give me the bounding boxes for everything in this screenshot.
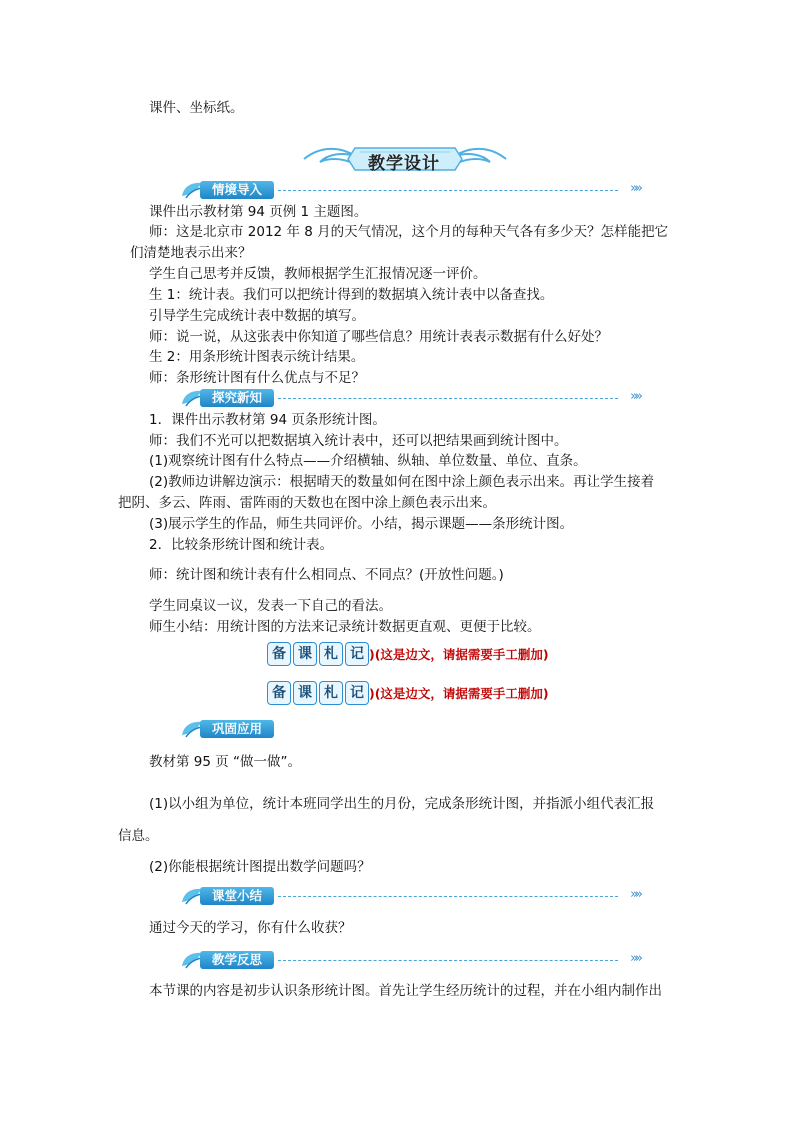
lesson-notes-label — [267, 681, 549, 707]
materials-line: 课件、坐标纸。 — [149, 100, 244, 116]
chevron-right-icon: »» — [630, 951, 640, 966]
notes-char: 记 — [345, 642, 369, 666]
section-title: 探究新知 — [200, 389, 274, 407]
text-line: (2)你能根据统计图提出数学问题吗？ — [149, 859, 371, 875]
section-header-reflection — [180, 950, 640, 970]
divider — [278, 190, 618, 191]
chevron-right-icon: »» — [630, 181, 640, 196]
text-line: 学生自己思考并反馈，教师根据学生汇报情况逐一评价。 — [149, 266, 487, 282]
notes-char: 记 — [345, 681, 369, 705]
section-title: 教学反思 — [200, 951, 274, 969]
section-title: 情境导入 — [200, 181, 274, 199]
divider — [278, 398, 618, 399]
teaching-design-banner — [300, 142, 510, 176]
text-line: 本节课的内容是初步认识条形统计图。首先让学生经历统计的过程，并在小组内制作出 — [149, 983, 662, 999]
lesson-notes-label — [267, 642, 549, 668]
text-line: 教材第 95 页 “做一做”。 — [149, 754, 302, 770]
text-line: 生 1：统计表。我们可以把统计得到的数据填入统计表中以备查找。 — [149, 287, 554, 303]
text-line: 信息。 — [118, 828, 159, 844]
section-title: 课堂小结 — [200, 887, 274, 905]
text-line: 师：条形统计图有什么优点与不足？ — [149, 370, 365, 386]
notes-char: 课 — [293, 681, 317, 705]
margin-note: )(这是边文，请据需要手工删加) — [369, 686, 549, 701]
text-line: 师：这是北京市 2012 年 8 月的天气情况，这个月的每种天气各有多少天？怎样能把它 — [149, 224, 669, 240]
section-header-explore — [180, 388, 640, 408]
section-header-situation — [180, 180, 640, 200]
text-line: 学生同桌议一议，发表一下自己的看法。 — [149, 598, 392, 614]
section-header-practice — [180, 719, 640, 739]
section-header-summary — [180, 886, 640, 906]
banner-title: 教学设计 — [368, 154, 440, 174]
notes-char: 札 — [319, 642, 343, 666]
notes-char: 备 — [267, 681, 291, 705]
text-line: 课件出示教材第 94 页例 1 主题图。 — [149, 204, 368, 220]
section-title: 巩固应用 — [200, 720, 274, 738]
text-line: 师生小结：用统计图的方法来记录统计数据更直观、更便于比较。 — [149, 619, 541, 635]
text-line: 师：说一说，从这张表中你知道了哪些信息？用统计表表示数据有什么好处？ — [149, 329, 608, 345]
text-line: (2)教师边讲解边演示：根据晴天的数量如何在图中涂上颜色表示出来。再让学生接着 — [149, 474, 655, 490]
divider — [278, 960, 618, 961]
text-line: (3)展示学生的作品，师生共同评价。小结，揭示课题——条形统计图。 — [149, 516, 574, 532]
text-line: 把阴、多云、阵雨、雷阵雨的天数也在图中涂上颜色表示出来。 — [118, 495, 496, 511]
text-line: 2．比较条形统计图和统计表。 — [149, 537, 334, 553]
notes-char: 备 — [267, 642, 291, 666]
text-line: 通过今天的学习，你有什么收获？ — [149, 920, 352, 936]
margin-note: )(这是边文，请据需要手工删加) — [369, 647, 549, 662]
text-line: (1)以小组为单位，统计本班同学出生的月份，完成条形统计图，并指派小组代表汇报 — [149, 796, 655, 812]
divider — [278, 896, 618, 897]
text-line: 引导学生完成统计表中数据的填写。 — [149, 308, 365, 324]
text-line: 1．课件出示教材第 94 页条形统计图。 — [149, 412, 386, 428]
chevron-right-icon: »» — [630, 887, 640, 902]
text-line: (1)观察统计图有什么特点——介绍横轴、纵轴、单位数量、单位、直条。 — [149, 453, 587, 469]
text-line: 师：统计图和统计表有什么相同点、不同点？(开放性问题。) — [149, 567, 504, 583]
text-line: 们清楚地表示出来？ — [130, 245, 252, 261]
text-line: 生 2：用条形统计图表示统计结果。 — [149, 349, 365, 365]
chevron-right-icon: »» — [630, 389, 640, 404]
text-line: 师：我们不光可以把数据填入统计表中，还可以把结果画到统计图中。 — [149, 433, 568, 449]
notes-char: 课 — [293, 642, 317, 666]
notes-char: 札 — [319, 681, 343, 705]
